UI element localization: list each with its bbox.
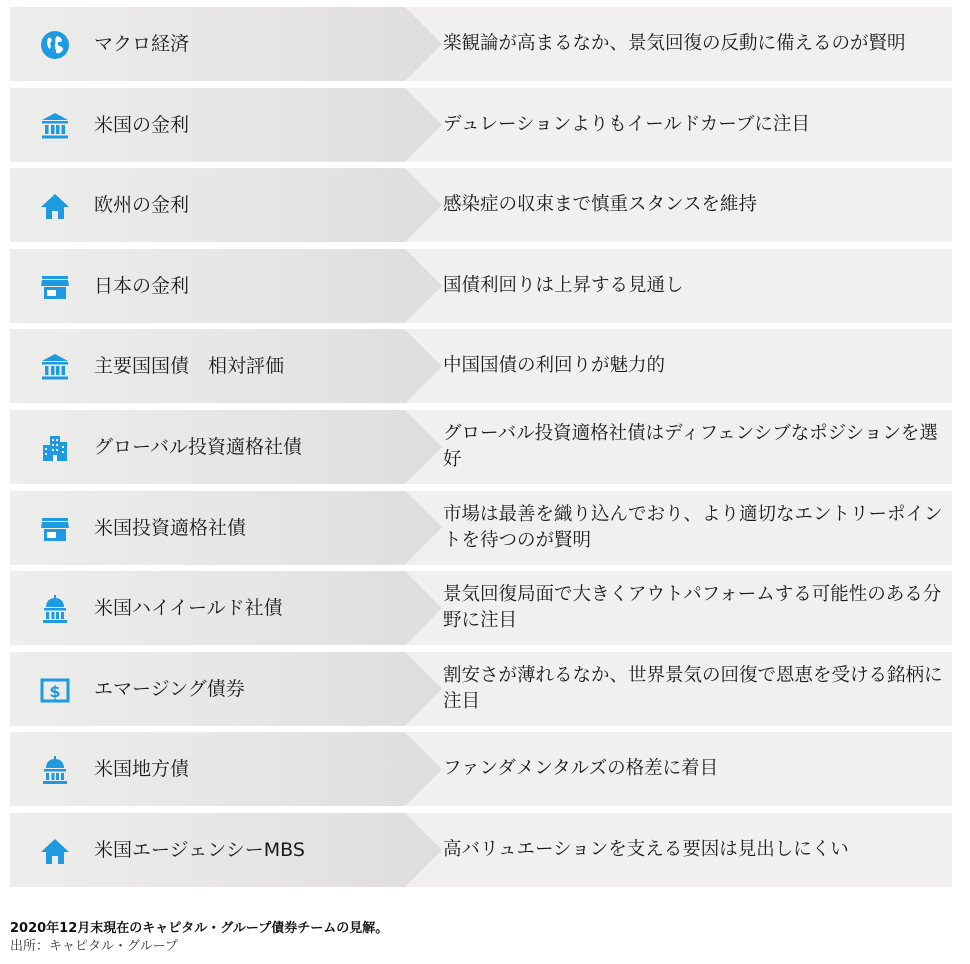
table-row xyxy=(10,732,952,806)
bank-icon xyxy=(38,350,72,384)
view-description: 中国国債の利回りが魅力的 xyxy=(443,355,666,377)
svg-text:$: $ xyxy=(49,681,61,701)
view-description: グローバル投資適格社債はディフェンシブなポジションを選好 xyxy=(443,422,938,470)
category-label: 米国エージェンシーMBS xyxy=(94,838,305,861)
globe-icon xyxy=(38,28,72,62)
view-description: 楽観論が高まるなか、景気回復の反動に備えるのが賢明 xyxy=(443,33,906,54)
category-label: 米国地方債 xyxy=(94,758,190,781)
table-row xyxy=(10,491,952,565)
table-row xyxy=(10,249,952,323)
category-label: エマージング債券 xyxy=(94,677,245,700)
category-label: 米国の金利 xyxy=(94,113,190,136)
category-cell xyxy=(10,168,442,242)
category-cell xyxy=(10,88,442,162)
table-row xyxy=(10,168,952,242)
category-label: 欧州の金利 xyxy=(94,194,190,217)
house-icon xyxy=(38,189,72,223)
category-cell xyxy=(10,7,442,81)
category-label: 日本の金利 xyxy=(94,274,190,297)
house-icon xyxy=(38,834,72,868)
category-cell xyxy=(10,249,442,323)
view-description: デュレーションよりもイールドカーブに注目 xyxy=(443,113,810,135)
view-description: 割安さが薄れるなか、世界景気の回復で恩恵を受ける銘柄に注目 xyxy=(443,664,943,712)
category-label: マクロ経済 xyxy=(94,33,190,55)
table-row xyxy=(10,652,952,726)
table-row xyxy=(10,329,952,403)
category-label: 米国投資適格社債 xyxy=(94,516,247,539)
storefront-icon xyxy=(38,270,72,304)
footnote xyxy=(10,920,388,956)
table-row xyxy=(10,7,952,81)
view-description: ファンダメンタルズの格差に着目 xyxy=(443,758,719,780)
as-of-note: 2020年12月末現在のキャピタル・グループ債券チームの見解。 xyxy=(10,921,389,936)
category-label: グローバル投資適格社債 xyxy=(94,435,303,458)
category-label: 主要国国債 相対評価 xyxy=(94,355,285,378)
table-row xyxy=(10,410,952,484)
category-label: 米国ハイイールド社債 xyxy=(94,597,283,620)
category-cell xyxy=(10,732,442,806)
view-description: 景気回復局面で大きくアウトパフォームする可能性のある分野に注目 xyxy=(443,584,942,632)
view-description: 感染症の収束まで慎重スタンスを維持 xyxy=(443,194,757,216)
view-description: 市場は最善を織り込んでおり、より適切なエントリーポイントを待つのが賢明 xyxy=(443,503,943,551)
dollar-bill-icon xyxy=(38,673,72,707)
table-row xyxy=(10,88,952,162)
outlook-table xyxy=(10,7,952,894)
bank-icon xyxy=(38,109,72,143)
capitol-dome-icon xyxy=(38,592,72,626)
source-note: 出所：キャピタル・グループ xyxy=(10,939,178,954)
capitol-dome-icon xyxy=(38,753,72,787)
storefront-icon xyxy=(38,512,72,546)
table-row xyxy=(10,813,952,887)
table-row xyxy=(10,571,952,645)
view-description: 国債利回りは上昇する見通し xyxy=(443,274,684,296)
office-building-icon xyxy=(38,431,72,465)
view-description: 高バリュエーションを支える要因は見出しにくい xyxy=(443,838,849,860)
